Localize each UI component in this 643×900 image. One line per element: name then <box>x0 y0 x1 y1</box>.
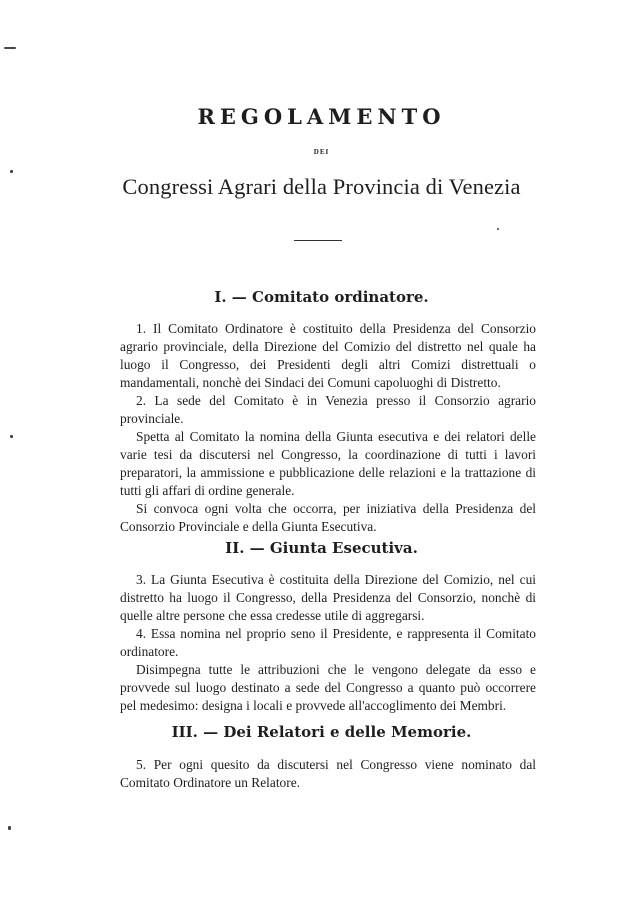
paragraph: Spetta al Comitato la nomina della Giunta esecutiva e dei relatori delle varie tesi da discutersi nel Congresso, la coordinazione di tutti i lavori preparatori, la ammissione e pubblicazione delle relazioni e la trattazione di tutti gli affari di ordine generale. <box>120 429 536 498</box>
margin-dot-left-3 <box>8 826 11 830</box>
section-body-3 <box>120 756 536 792</box>
section-heading-2: II. — Giunta Esecutiva. <box>225 539 418 557</box>
title-connector: DEI <box>313 148 330 156</box>
margin-dot-left-2 <box>10 435 13 438</box>
document-title: REGOLAMENTO <box>197 104 446 129</box>
section-heading-1: I. — Comitato ordinatore. <box>214 288 429 306</box>
margin-dot-left-1 <box>10 170 13 173</box>
margin-mark-top <box>4 47 16 49</box>
section-heading-3: III. — Dei Relatori e delle Memorie. <box>171 723 472 741</box>
paragraph: 3. La Giunta Esecutiva è costituita della Direzione del Comizio, nel cui distretto ha luogo il Congresso, della Presidenza del Consorzio, nonchè di quelle altre persone che essa credesse utile di aggregarsi. <box>120 572 536 623</box>
paragraph: 5. Per ogni quesito da discutersi nel Congresso viene nominato dal Comitato Ordinatore un Relatore. <box>120 757 536 790</box>
section-body-1 <box>120 320 536 536</box>
paragraph: 4. Essa nomina nel proprio seno il Presidente, e rappresenta il Comitato ordinatore. <box>120 626 536 659</box>
document-subtitle: Congressi Agrari della Provincia di Venezia <box>122 174 521 199</box>
paragraph: 2. La sede del Comitato è in Venezia presso il Consorzio agrario provinciale. <box>120 393 536 426</box>
paragraph: Si convoca ogni volta che occorra, per iniziativa della Presidenza del Consorzio Provinciale e della Giunta Esecutiva. <box>120 501 536 534</box>
speck-right <box>497 228 499 230</box>
paragraph: 1. Il Comitato Ordinatore è costituito della Presidenza del Consorzio agrario provinciale, della Direzione del Comizio del distretto nel quale ha luogo il Congresso, dei Presidenti degli altri Comizi distrettuali o mandamentali, nonchè dei Sindaci dei Comuni capoluoghi di Distretto. <box>120 321 536 390</box>
paragraph: Disimpegna tutte le attribuzioni che le vengono delegate da esso e provvede sul luogo destinato a sede del Congresso a quanto può occorrere pel medesimo: designa i locali e provvede all'accoglimento dei Membri. <box>120 662 536 713</box>
title-rule <box>294 240 342 241</box>
section-body-2 <box>120 571 536 715</box>
